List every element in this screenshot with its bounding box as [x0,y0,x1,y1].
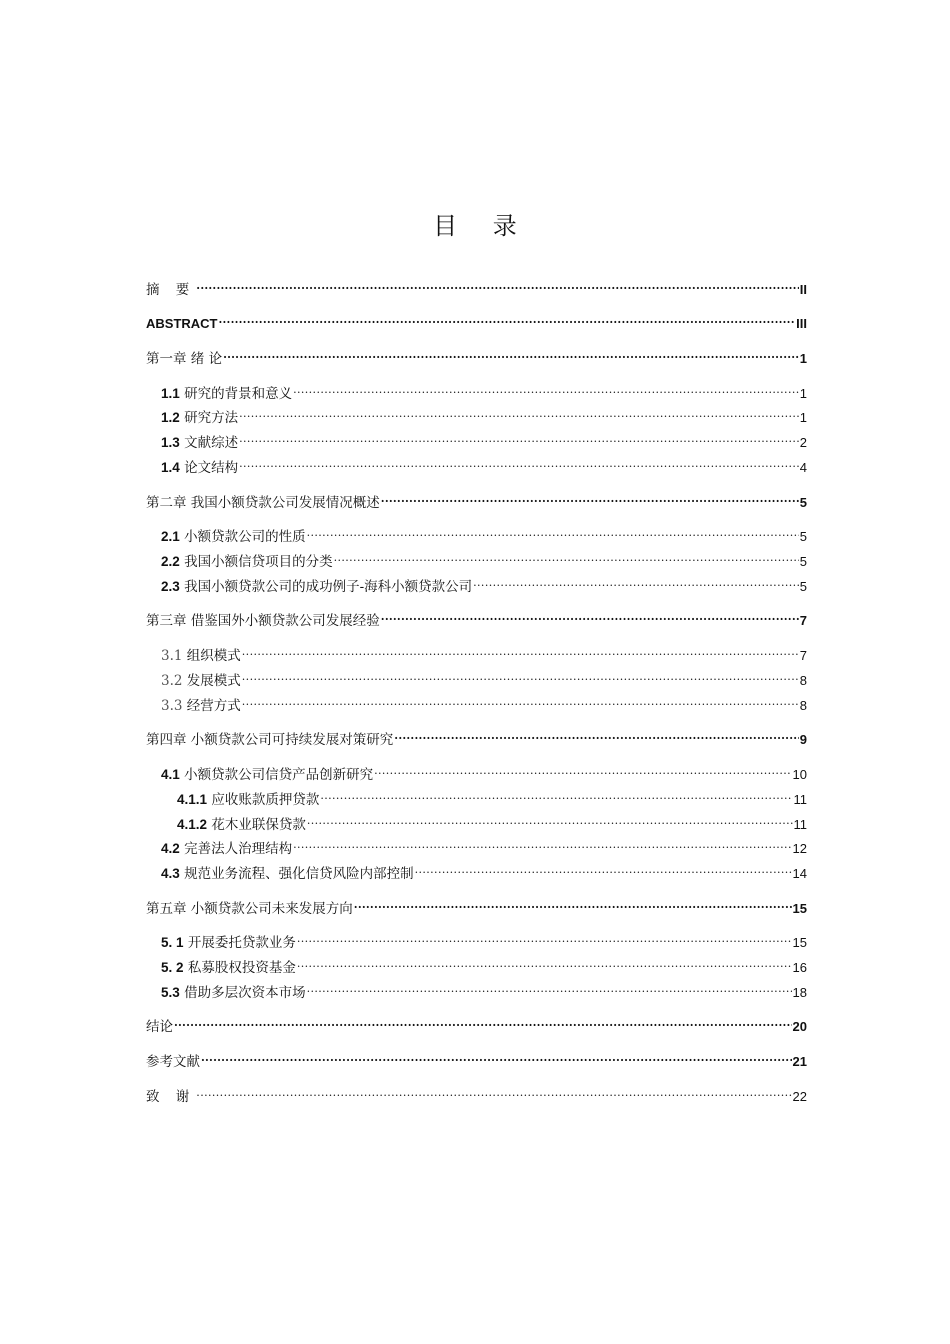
dot-leader [242,692,799,710]
toc-entry-label [161,647,241,665]
dot-leader [297,954,792,972]
dot-leader [354,895,792,913]
toc-entry-label: 摘 要 [146,282,196,298]
section-title: 规范业务流程、强化信贷风险内部控制 [184,866,414,882]
toc-entry-2-3[interactable] [161,573,807,596]
dot-leader [293,835,791,853]
dot-leader [473,573,799,591]
dot-leader [239,404,799,422]
toc-entry-4-2[interactable] [161,835,807,858]
toc-page-number: 21 [792,1054,807,1069]
section-number: 3.1 [161,648,183,664]
dot-leader [334,548,799,566]
toc-page-number: 11 [793,817,807,832]
section-number: 1.2 [161,410,180,425]
section-number: 4.1.2 [177,817,208,832]
dot-leader [201,1048,792,1066]
toc-page-number: 4 [799,460,807,475]
toc-page-number: III [796,316,807,331]
toc-page-number: 1 [799,410,807,425]
toc-entry-3-2[interactable] [161,667,807,690]
section-title: 组织模式 [186,648,241,664]
section-title: 借助多层次资本市场 [184,985,306,1001]
toc-entry-label: ABSTRACT [146,316,218,331]
toc-entry-label: 第三章 借鉴国外小额贷款公司发展经验 [146,613,380,629]
dot-leader [320,786,792,804]
toc-entry-chapter-3[interactable] [146,607,807,630]
toc-page-number: 2 [799,435,807,450]
toc-entry-references[interactable] [146,1048,807,1071]
toc-entry-label: 参考文献 [146,1054,200,1070]
dot-leader [239,429,799,447]
dot-leader [174,1013,792,1031]
toc-entry-label [161,697,241,715]
section-title: 文献综述 [184,435,239,451]
section-title: 小额贷款公司的性质 [184,529,306,545]
toc-entry-1-4[interactable] [161,454,807,477]
toc-page-number: 9 [799,732,807,747]
toc-entry-4-3[interactable] [161,860,807,883]
toc-entry-label [161,578,472,596]
toc-entry-5-3[interactable] [161,979,807,1002]
toc-entry-label: 结论 [146,1019,173,1035]
section-number: 1.4 [161,460,180,475]
toc-entry-4-1-2[interactable] [177,811,807,834]
section-number: 3.3 [161,698,183,714]
section-title: 研究方法 [184,410,239,426]
dot-leader [219,310,796,328]
toc-page-number: 5 [799,495,807,510]
toc-page-number: 8 [799,673,807,688]
toc-entry-label: 第五章 小额贷款公司未来发展方向 [146,901,353,917]
toc-entry-label [161,528,306,546]
toc-entry-label [177,791,319,809]
toc-entry-abstract-en[interactable] [146,310,807,333]
toc-entry-abstract-cn[interactable] [146,276,807,299]
toc-page-number: 5 [799,554,807,569]
toc-entry-4-1[interactable] [161,761,807,784]
section-title: 开展委托贷款业务 [187,935,296,951]
section-number: 4.1.1 [177,792,208,807]
section-number: 2.2 [161,554,180,569]
dot-leader [223,345,799,363]
section-title: 应收账款质押贷款 [211,792,320,808]
toc-entry-label [161,984,306,1002]
toc-entry-2-1[interactable] [161,523,807,546]
section-title: 论文结构 [184,460,239,476]
section-number: 4.3 [161,866,180,881]
toc-page-number: 5 [799,579,807,594]
toc-entry-5-2[interactable] [161,954,807,977]
toc-entry-4-1-1[interactable] [177,786,807,809]
toc-page-number: 18 [792,985,807,1000]
section-number: 4.1 [161,767,180,782]
toc-page-number: 1 [799,351,807,366]
dot-leader [196,276,798,294]
dot-leader [415,860,792,878]
section-number: 5. 1 [161,935,184,950]
toc-entry-label: 致 谢 [146,1089,196,1105]
toc-page-number: 20 [792,1019,807,1034]
section-title: 经营方式 [186,698,241,714]
dot-leader [297,929,792,947]
toc-entry-chapter-1[interactable] [146,345,807,368]
section-title: 我国小额信贷项目的分类 [184,554,333,570]
toc-page-number: 1 [799,386,807,401]
section-number: 1.1 [161,386,180,401]
dot-leader [394,726,798,744]
toc-entry-3-1[interactable] [161,642,807,665]
toc-entry-label [161,672,241,690]
dot-leader [242,642,799,660]
toc-entry-label [161,459,238,477]
toc-page-number: 15 [792,935,807,950]
toc-page-number: 8 [799,698,807,713]
toc-entry-label: 第四章 小额贷款公司可持续发展对策研究 [146,732,394,748]
dot-leader [381,489,799,507]
toc-entry-label [161,385,292,403]
section-number: 2.1 [161,529,180,544]
toc-entry-label: 第一章 绪 论 [146,351,223,367]
dot-leader [381,607,799,625]
dot-leader [242,667,799,685]
toc-entry-acknowledgements[interactable] [146,1083,807,1106]
toc-page-number: 15 [792,901,807,916]
toc-entry-label: 第二章 我国小额贷款公司发展情况概述 [146,495,380,511]
toc-page-number: 12 [792,841,807,856]
toc-entry-label [161,553,333,571]
section-number: 4.2 [161,841,180,856]
section-title: 花木业联保贷款 [211,817,306,833]
toc-page-number: II [799,282,807,297]
toc-entry-label [161,840,292,858]
section-title: 研究的背景和意义 [184,386,293,402]
toc-entry-3-3[interactable] [161,692,807,715]
toc-entry-conclusion[interactable] [146,1013,807,1036]
toc-entry-chapter-5[interactable] [146,895,807,918]
toc-page-number: 14 [792,866,807,881]
section-number: 5. 2 [161,960,184,975]
section-number: 2.3 [161,579,180,594]
toc-entry-chapter-4[interactable] [146,726,807,749]
dot-leader [293,380,799,398]
toc-page-number: 11 [793,792,807,807]
toc-page-number: 22 [792,1089,807,1104]
toc-entry-label [161,766,373,784]
section-title: 我国小额贷款公司的成功例子-海科小额贷款公司 [184,579,473,595]
section-title: 完善法人治理结构 [184,841,293,857]
toc-entry-label [161,409,238,427]
toc-entry-chapter-2[interactable] [146,489,807,512]
section-number: 3.2 [161,673,183,689]
toc-entry-label [177,816,306,834]
toc-entry-2-2[interactable] [161,548,807,571]
toc-entry-label [161,934,296,952]
dot-leader [196,1083,791,1101]
toc-entry-label [161,865,414,883]
dot-leader [307,979,792,997]
section-number: 1.3 [161,435,180,450]
toc-page-number: 16 [792,960,807,975]
toc-entry-5-1[interactable] [161,929,807,952]
dot-leader [374,761,791,779]
section-title: 私募股权投资基金 [187,960,296,976]
toc-entry-1-1[interactable] [161,380,807,403]
section-title: 小额贷款公司信贷产品创新研究 [184,767,374,783]
toc-entry-1-3[interactable] [161,429,807,452]
toc-entry-label [161,434,238,452]
dot-leader [239,454,799,472]
page-title: 目 录 [433,212,531,240]
dot-leader [307,811,793,829]
toc-page-number: 7 [799,613,807,628]
section-number: 5.3 [161,985,180,1000]
dot-leader [307,523,799,541]
section-title: 发展模式 [186,673,241,689]
toc-entry-label [161,959,296,977]
toc-entry-1-2[interactable] [161,404,807,427]
toc-page-number: 5 [799,529,807,544]
toc-page-number: 7 [799,648,807,663]
toc-page-number: 10 [792,767,807,782]
